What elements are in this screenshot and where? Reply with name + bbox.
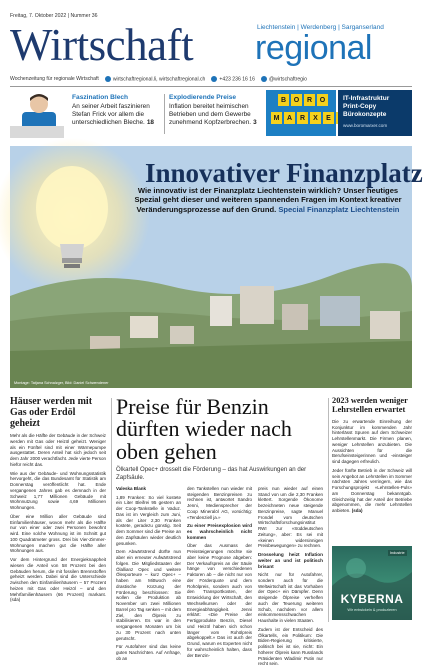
hero-tag: Special Finanzplatz Liechtenstein bbox=[278, 204, 400, 214]
paragraph: Wie aus der Gebäude- und Wohnungsstatistik hervorgeht, die das Bundesamt für Statistik am Donnerstag veröffentlicht hat. Ende vergangenen Jahres gab es demnach in der Schweiz 1,77 Millionen Gebäude mit Wohnnutzung sowie 4,69 Millionen Wohnungen. bbox=[10, 470, 106, 510]
paragraph: Nicht nur für Autofahrer, sondern auch für die Weltwirtschaft ist das Vorhaben der Opec+ ein Dämpfer. Denn steigende Ölpreise verhelfen auch der Teuerung weiteren Schub, nachdem vor allem einkommensschwachen Haushalte in vielen Staaten. bbox=[258, 572, 323, 624]
paragraph: Mehr als die Hälfte der Gebäude in der Schweiz werden mit Gas oder Heizöl geheizt. Weniger als ein Fünftel sind mit einer Wärmepumpe ausgestattet. Deren Anteil hat sich jedoch seit dem Jahr 2000 verachtfacht. Jede vierte Person hiefür reicht das. bbox=[10, 433, 106, 467]
phone-icon bbox=[211, 76, 217, 82]
logo-letter: B bbox=[278, 94, 289, 106]
ad-line-1: IT-Infrastruktur bbox=[343, 95, 390, 102]
article-column-2 bbox=[187, 486, 252, 670]
masthead-regions: Liechtenstein | Werdenberg | Sarganserland bbox=[257, 24, 384, 31]
logo-letter: E bbox=[323, 112, 334, 124]
phone-text: +423 236 16 16 bbox=[219, 76, 255, 83]
divider bbox=[111, 398, 112, 622]
paragraph: Zudem ist der Entscheid des Ölkartells, ein Politikum: Die Biden-Regierung kritisierte, politisch bei ist sie, nicht: Ein höherer Ölpreis kann Russlands Präsidenten Wladimir Putin nur recht sein. bbox=[258, 626, 323, 667]
right-article[interactable] bbox=[332, 396, 412, 517]
author: Valeska Blank bbox=[116, 485, 147, 491]
web-contact-text: wirtschaftregional.li, wirtschaftregional.ch bbox=[112, 76, 206, 83]
byline-initials: (sda) bbox=[351, 508, 363, 514]
left-article[interactable] bbox=[10, 396, 106, 606]
hero-credit: Montage: Tatjana Schnalzger, Bild: Daniel Schwendener bbox=[14, 381, 109, 385]
paragraph: Jeder fünfte Betrieb in der Schweiz will sein Angebot an Lehrstellen im Sommer nächsten Jahres verringern, wie das Forschungsprojekt «Lehrstellen-Puls» am Donnerstag bekanntgab. Gleichzeitig hat der Anteil der Betriebe abgenommen, die mehr Lehrstellen anbieten. (sda) bbox=[332, 467, 412, 514]
main-article-deck: Ölkartell Opec+ drosselt die Förderung – das hat Auswirkungen an der Zapfsäule. bbox=[116, 466, 307, 481]
right-article-headline: 2023 werden weniger Lehrstellen erwartet bbox=[332, 396, 408, 415]
teaser-1-body: An seiner Arbeit faszinieren Stefan Frick vor allem die unterschiedlichen Bleche. 18 bbox=[72, 103, 154, 126]
ad-logo-bottom bbox=[271, 112, 347, 124]
masthead-accent: regional bbox=[255, 29, 372, 67]
globe-icon bbox=[105, 76, 111, 82]
main-article-columns bbox=[116, 486, 324, 670]
logo-letter: R bbox=[297, 112, 308, 124]
it-services-ad[interactable] bbox=[338, 90, 412, 136]
paragraph: Über das Ausmass der Preissteigerungen möchte sie aber keine Prognose abgeben: Der Verkaufspreis an der Säule hänge von verschiedenen Faktoren ab – die nicht nur von der Förderquote und dem Rohölpreis, sondern auch von den Transportkosten, der Entwicklung der Wirtschaft, den Wechselkursen oder der Energieabhängigkeit. Jenni erklärt: «Die Preise der Fertigprodukte Benzin, Diesel und Heizöl haben sich schon länger vom Rohölpreis abgekoppelt.» Das ist auch der Grund, warum es Experten nicht für wahrscheinlich halten, dass der Benzin- bbox=[187, 543, 252, 658]
hero-deck-text: Wie innovativ ist der Finanzplatz Liechtenstein wirklich? Unser heutiges Spezial geht dieser und weiteren spannenden Fragen im Kontext kreativer Veränderungsprozesse auf den Grund. bbox=[134, 186, 402, 214]
article-column-3 bbox=[258, 486, 323, 670]
logo-letter: X bbox=[310, 112, 321, 124]
paragraph: den Tankstellen nun wieder mit steigenden Benzinpreisen zu rechnen ist, antwortet Sandro Jenni, Mediensprecher der Coop Mineralöl AG, vorsichtig: «Tendenziell ja.» bbox=[187, 485, 252, 520]
paragraph: Dem Abwärtstrend dürfte nun aber ein erneuter Aufwärtstrend folgen. Die Mitgliedstaaten der Ölallianz Opec und weitere Ölexporteure – kurz Opec+ – haben am Mittwoch eine drastische Kürzung der Förderung beschlossen: Sie wollen die Produktion ab November um zwei Millionen Barrel pro Tag senken – mit dem Ziel, den Ölpreis zu stabilisieren. Es war in den vergangenen Monaten um bis zu 30 Prozent nach unten gerutscht. bbox=[116, 549, 181, 641]
ad-line-2: Print-Copy bbox=[343, 103, 377, 111]
hero-feature[interactable] bbox=[10, 146, 423, 388]
teaser-1[interactable] bbox=[72, 94, 162, 127]
paragraph: Vor dem Hintergrund der Energieknappheit wiesen die Anteil von 58 Prozent bei den Gebäuden herum, die mit fossilen Brennstoffen geheizt werden. Dabei sind die Unterschiede zwischen den Einfamilienhäusern – 57 Prozent heizen mit Gas oder Heizöl – und den Mehrfamilienhäusern (66 Prozent) markant. (sda) bbox=[10, 557, 106, 603]
web-contact[interactable] bbox=[105, 76, 206, 82]
logo-letter: O bbox=[291, 94, 302, 106]
masthead-title: Wirtschaft bbox=[10, 20, 194, 70]
tagline: Wochenzeitung für regionale Wirtschaft bbox=[10, 76, 99, 82]
phone-contact bbox=[211, 76, 255, 82]
teaser-2[interactable] bbox=[169, 94, 261, 127]
subheading: Drosselung heizt Inflation weiter an und ist politisch brisant bbox=[258, 552, 323, 570]
logo-letter: A bbox=[284, 112, 295, 124]
kyberna-ad[interactable] bbox=[332, 546, 412, 620]
left-article-headline: Häuser werden mit Gas oder Erdöl geheizt bbox=[10, 396, 93, 429]
divider bbox=[328, 398, 329, 622]
ad-url: www.boromarxer.com bbox=[343, 123, 388, 129]
teaser-2-title: Explodierende Preise bbox=[169, 94, 237, 101]
ad-badge: Industrie bbox=[390, 551, 405, 555]
ad-tagline: Wir entwickeln & produzieren bbox=[347, 608, 397, 612]
logo-letter: M bbox=[271, 112, 282, 124]
ad-logo-top bbox=[278, 94, 328, 106]
teaser-strip bbox=[10, 90, 412, 138]
social-contact[interactable] bbox=[261, 76, 307, 82]
divider bbox=[10, 86, 412, 87]
teaser-2-body: Inflation bereitet heimischen Betrieben und dem Gewerbe zunehmend Kopfzerbrechen. 3 bbox=[169, 103, 257, 126]
teaser-1-page: 18 bbox=[146, 119, 154, 126]
paragraph: Über eine Million aller Gebäude sind Einfamilienhäuser, wovon mehr als die Hälfte nur von einer oder zwei Personen bewohnt wird. Eine solche Wohnung ist im Schnitt gut 100 Quadratmeter gross. Drei bis Vier-Zimmer-Wohnungen machen gut die Hälfte aller Wohnungen aus. bbox=[10, 513, 106, 554]
masthead bbox=[10, 20, 412, 70]
boro-marxer-ad[interactable] bbox=[266, 90, 336, 136]
teaser-1-title: Faszination Blech bbox=[72, 94, 129, 101]
divider bbox=[164, 94, 165, 134]
main-article-headline: Preise für Benzin dürften wieder nach oben gehen bbox=[116, 394, 292, 464]
main-article[interactable] bbox=[116, 396, 324, 670]
ad-brand: KYBERNA bbox=[340, 592, 404, 606]
dateline: Freitag, 7. Oktober 2022 | Nummer 36 bbox=[10, 13, 98, 19]
social-text: @wirtschaftregio bbox=[268, 76, 307, 83]
hero-deck bbox=[128, 186, 408, 214]
paragraph: preis nun wieder auf einen Stand von um die 2,30 Franken klettert. Sorgende Ökonome bezeichneten neue steigende Benzinpreise, sagte Manuel Frondel vom deutschen Wirtschaftsforschungsinstitut RWI zur «Süddeutschen Zeitung», aber: Es sei mit «keinen widersinnigen Preisbewegungen» zu rechnen. bbox=[258, 485, 323, 549]
ad-line-3: Bürokonzepte bbox=[343, 111, 387, 119]
article-column-1 bbox=[116, 486, 181, 670]
paragraph: Die zu erwartende Einreihung der Konjunktur im kommenden Jahr hinterlässt Spuren auf dem Schweizer Lehrstellenmarkt. Die Firmen planen, weniger Lehrstellen anzubieten. Die Aussichten für die Berufseinsteigerinnen und -einsteiger sind dagegen erfreulich. bbox=[332, 418, 412, 465]
info-bar bbox=[10, 74, 412, 84]
logo-letter: O bbox=[317, 94, 328, 106]
hero-title: Innovativer Finanzplatz bbox=[145, 158, 423, 188]
logo-letter: R bbox=[304, 94, 315, 106]
subheading: Zu einer Preisexplosion wird es wahrscheinlich nicht kommen bbox=[187, 523, 252, 541]
twitter-icon bbox=[261, 76, 267, 82]
teaser-2-page: 3 bbox=[253, 119, 257, 126]
paragraph: Für Autofahrer sind das keine guten Nachrichten. Auf Anfrage, ob an bbox=[116, 644, 181, 661]
person-photo bbox=[10, 90, 64, 138]
paragraph: 1,89 Franken: So viel kostete ein Liter Bleifrei 95 gestern an der Coop-Tankstelle in Vaduz. Das ist im Vergleich zum Juni, als der Liter 2,30 Franken kostete, geradezu günstig. Seit dem Sommer sind die Preise an den Zapfsäulen wieder deutlich gesunken. bbox=[116, 494, 181, 546]
